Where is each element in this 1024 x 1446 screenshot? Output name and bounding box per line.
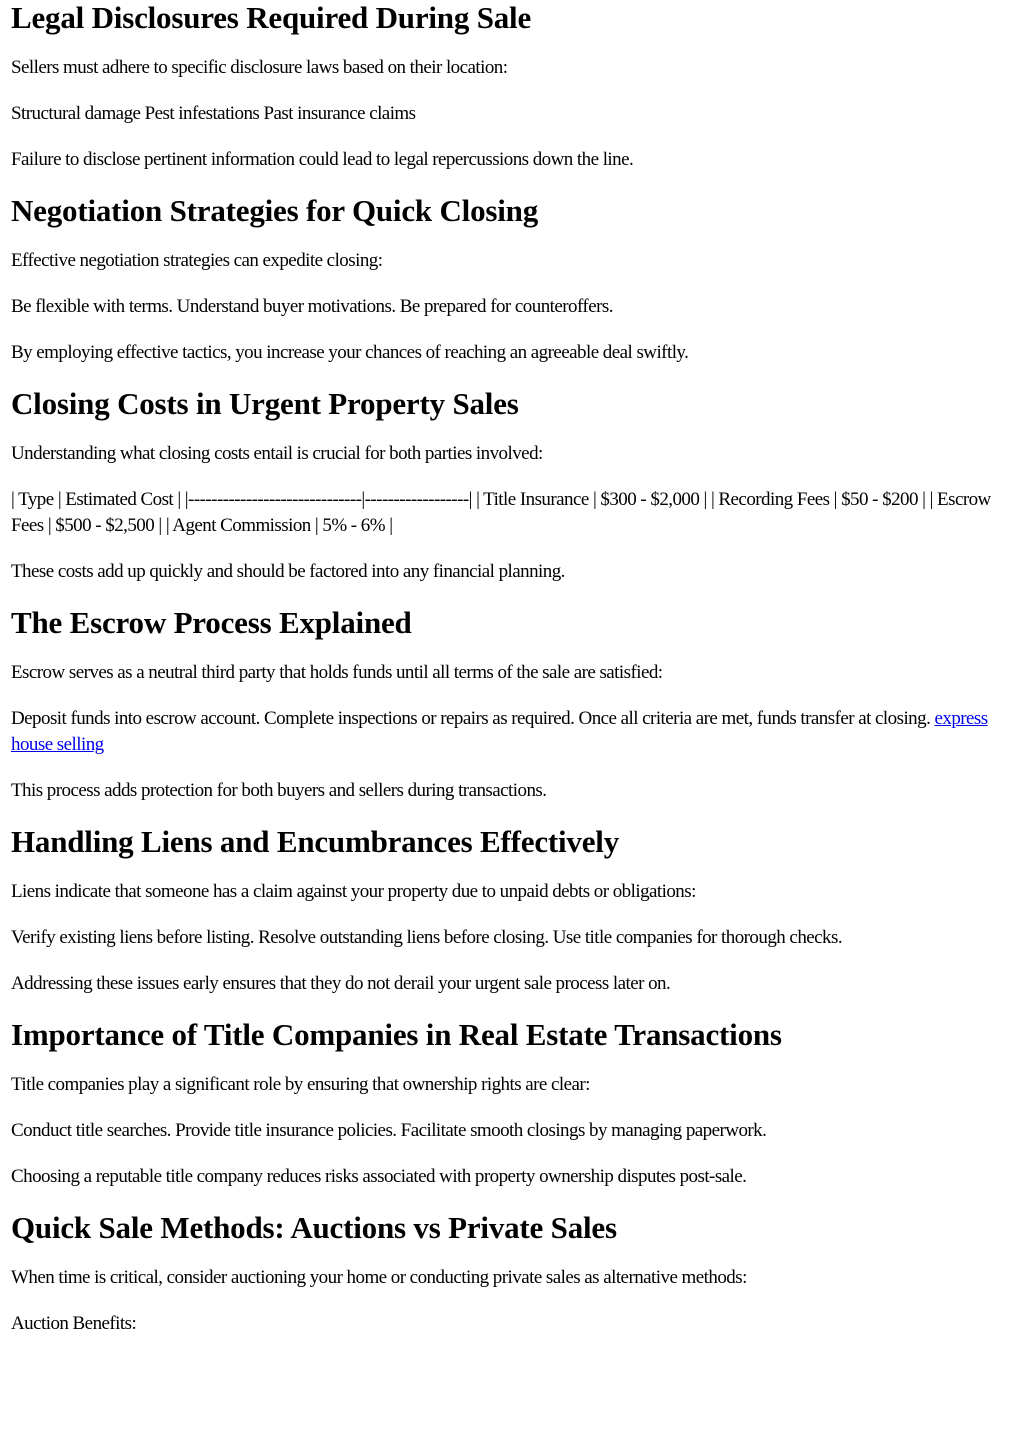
section-heading: The Escrow Process Explained [11,605,412,640]
paragraph: Liens indicate that someone has a claim against your property due to unpaid debts or obligations: [11,881,696,902]
paragraph: Auction Benefits: [11,1313,137,1334]
section-heading: Importance of Title Companies in Real Estate Transactions [11,1017,782,1052]
paragraph: Title companies play a significant role by ensuring that ownership rights are clear: [11,1074,590,1095]
paragraph-with-link [11,706,1013,758]
paragraph: By employing effective tactics, you increase your chances of reaching an agreeable deal swiftly. [11,342,689,363]
section-quick-sale-methods [11,1210,1013,1337]
paragraph: This process adds protection for both buyers and sellers during transactions. [11,780,547,801]
section-heading: Negotiation Strategies for Quick Closing [11,193,539,228]
paragraph: Effective negotiation strategies can expedite closing: [11,250,383,271]
paragraph: Understanding what closing costs entail is crucial for both parties involved: [11,443,543,464]
section-liens-encumbrances [11,824,1013,997]
express-house-selling-link[interactable]: express house selling [11,708,988,755]
paragraph: Be flexible with terms. Understand buyer motivations. Be prepared for counteroffers. [11,296,613,317]
paragraph: Structural damage Pest infestations Past insurance claims [11,103,416,124]
paragraph-text: Deposit funds into escrow account. Complete inspections or repairs as required. Once all criteria are met, funds transfer at closing. [11,708,935,729]
section-negotiation-strategies [11,193,1013,366]
section-heading: Quick Sale Methods: Auctions vs Private Sales [11,1210,617,1245]
paragraph: Sellers must adhere to specific disclosure laws based on their location: [11,57,508,78]
paragraph: These costs add up quickly and should be factored into any financial planning. [11,561,565,582]
paragraph: Failure to disclose pertinent information could lead to legal repercussions down the line. [11,149,634,170]
paragraph: Choosing a reputable title company reduces risks associated with property ownership disputes post-sale. [11,1166,747,1187]
paragraph: Verify existing liens before listing. Resolve outstanding liens before closing. Use title companies for thorough checks. [11,927,843,948]
paragraph: Addressing these issues early ensures that they do not derail your urgent sale process later on. [11,973,671,994]
section-escrow-process [11,605,1013,804]
section-heading: Handling Liens and Encumbrances Effectively [11,824,620,859]
section-closing-costs [11,386,1013,585]
paragraph: When time is critical, consider auctioning your home or conducting private sales as alternative methods: [11,1267,747,1288]
paragraph: Escrow serves as a neutral third party that holds funds until all terms of the sale are satisfied: [11,662,663,683]
paragraph: Conduct title searches. Provide title insurance policies. Facilitate smooth closings by managing paperwork. [11,1120,767,1141]
section-heading: Legal Disclosures Required During Sale [11,0,532,35]
section-legal-disclosures [11,0,1013,173]
cost-table-text: | Type | Estimated Cost | |------------------------------|------------------| | Title Insurance | $300 - $2,000 | | Recording Fees | $50 - $200 | | Escrow Fees | $500 - $2,500 | | Agent Commission | 5% - 6% | [11,489,991,536]
section-heading: Closing Costs in Urgent Property Sales [11,386,519,421]
section-title-companies [11,1017,1013,1190]
